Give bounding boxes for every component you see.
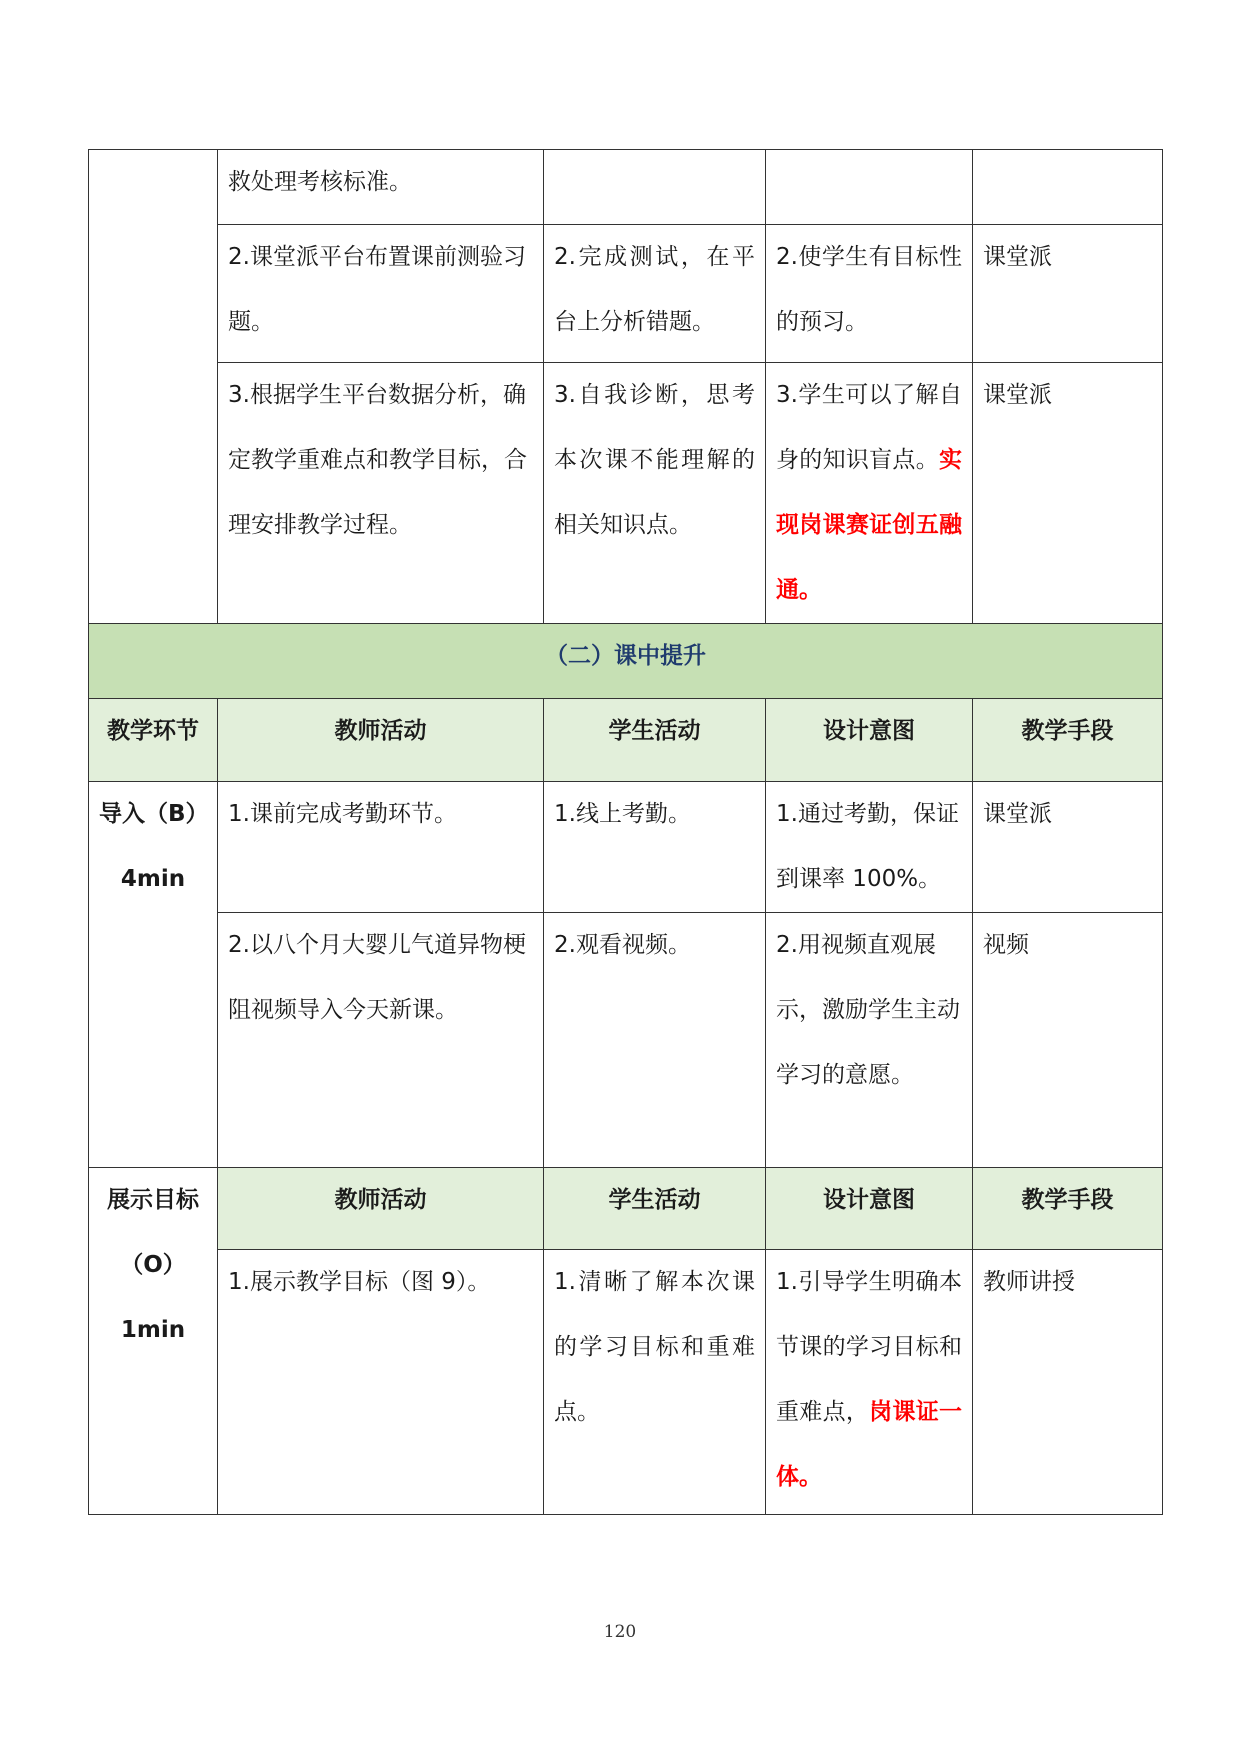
stage-label: 导入（B） [99,801,209,827]
design-intent-cell [766,1250,973,1515]
stage-code: （O） [120,1252,186,1278]
table-row [89,225,1163,363]
stage-duration: 4min [120,866,186,892]
teacher-activity-cell: 3.根据学生平台数据分析，确定教学重难点和教学目标，合理安排教学过程。 [218,363,544,624]
stage-cell-intro [89,782,218,1168]
design-intent-highlight: 实现岗课赛证创五融通。 [776,447,962,603]
header-means: 教学手段 [973,699,1163,782]
teacher-activity-cell: 2.课堂派平台布置课前测验习题。 [218,225,544,363]
section-title-row [89,624,1163,699]
header-teacher: 教师活动 [218,699,544,782]
teaching-means-cell: 视频 [973,913,1163,1168]
student-activity-cell: 2.观看视频。 [544,913,766,1168]
design-intent-text: 3.学生可以了解自身的知识盲点。 [776,382,962,473]
design-intent-cell [766,150,973,225]
table-row [89,363,1163,624]
header-intent: 设计意图 [766,699,973,782]
header-student: 学生活动 [544,1168,766,1250]
header-teacher: 教师活动 [218,1168,544,1250]
teacher-activity-cell: 2.以八个月大婴儿气道异物梗阻视频导入今天新课。 [218,913,544,1168]
header-row [89,1168,1163,1250]
table-row [89,150,1163,225]
teaching-means-cell: 课堂派 [973,225,1163,363]
header-stage: 教学环节 [89,699,218,782]
teacher-activity-cell: 1.课前完成考勤环节。 [218,782,544,913]
table-row [89,913,1163,1168]
student-activity-cell [544,150,766,225]
teacher-activity-cell: 1.展示教学目标（图 9）。 [218,1250,544,1515]
student-activity-cell: 1.线上考勤。 [544,782,766,913]
design-intent-cell: 2.用视频直观展示，激励学生主动学习的意愿。 [766,913,973,1168]
table-row [89,782,1163,913]
stage-cell-empty [89,150,218,624]
design-intent-cell: 1.通过考勤，保证到课率 100%。 [766,782,973,913]
student-activity-cell: 2.完成测试，在平台上分析错题。 [544,225,766,363]
stage-duration: 1min [120,1317,186,1343]
teaching-means-cell: 教师讲授 [973,1250,1163,1515]
table-row [89,1250,1163,1515]
student-activity-cell: 3.自我诊断，思考本次课不能理解的相关知识点。 [544,363,766,624]
stage-cell-objective [89,1168,218,1515]
header-means: 教学手段 [973,1168,1163,1250]
teaching-means-cell [973,150,1163,225]
student-activity-cell: 1.清晰了解本次课的学习目标和重难点。 [544,1250,766,1515]
header-student: 学生活动 [544,699,766,782]
header-row [89,699,1163,782]
header-intent: 设计意图 [766,1168,973,1250]
design-intent-text: 1.引导学生明确本节课的学习目标和重难点， [776,1269,962,1425]
design-intent-highlight: 岗课证一体。 [776,1399,963,1490]
page-number: 120 [603,1622,637,1642]
design-intent-cell: 2.使学生有目标性的预习。 [766,225,973,363]
design-intent-cell [766,363,973,624]
teaching-means-cell: 课堂派 [973,363,1163,624]
section-title: （二）课中提升 [89,624,1163,699]
lesson-plan-table [88,149,1163,1515]
teacher-activity-cell: 救处理考核标准。 [218,150,544,225]
teaching-means-cell: 课堂派 [973,782,1163,913]
stage-label: 展示目标 [107,1187,199,1213]
